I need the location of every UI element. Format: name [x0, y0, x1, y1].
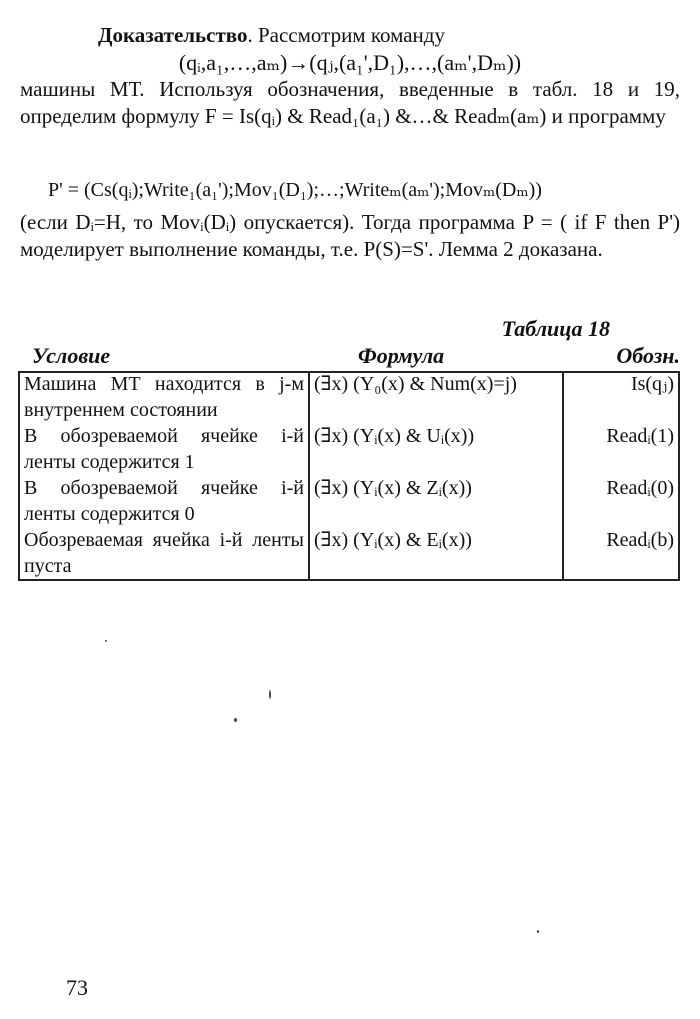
cell-symbol: Readᵢ(0): [563, 475, 679, 527]
proof-intro-text: . Рассмотрим команду: [247, 23, 445, 47]
table-row: [19, 371, 679, 423]
cell-formula: (∃x) (Yᵢ(x) & Eᵢ(x)): [309, 527, 563, 580]
cell-symbol: Readᵢ(b): [563, 527, 679, 580]
scan-speck: [105, 640, 107, 642]
header-formula: Формула: [358, 343, 445, 368]
proof-label: Доказательство: [98, 23, 248, 47]
cell-condition: В обозреваемой ячейке i-й ленты содержится 0: [19, 475, 309, 527]
header-symbol: Обозн.: [616, 343, 680, 368]
paragraph-conclusion: (если Dᵢ=H, то Movᵢ(Dᵢ) опускается). Тогда программа P = ( if F then P') моделирует выполнение команды, т.е. P(S)=S'. Лемма 2 доказана.: [20, 210, 680, 261]
cell-condition: Обозреваемая ячейка i-й ленты пуста: [19, 527, 309, 580]
header-condition: Условие: [32, 343, 111, 368]
cell-symbol: Readᵢ(1): [563, 423, 679, 475]
paragraph-formula-definition: машины МТ. Используя обозначения, введенные в табл. 18 и 19, определим формулу F = Is(qᵢ) & Read₁(a₁) &…& Readₘ(aₘ) и программу: [20, 77, 680, 128]
table-row: [19, 527, 679, 580]
cell-formula: (∃x) (Yᵢ(x) & Uᵢ(x)): [309, 423, 563, 475]
cell-condition: В обозреваемой ячейке i-й ленты содержится 1: [19, 423, 309, 475]
cell-symbol: Is(qⱼ): [563, 371, 679, 423]
cell-formula: (∃x) (Yᵢ(x) & Zᵢ(x)): [309, 475, 563, 527]
program-formula: P' = (Cs(qᵢ);Write₁(a₁');Mov₁(D₁);…;Writeₘ(aₘ');Movₘ(Dₘ)): [48, 179, 542, 201]
table-caption: Таблица 18: [501, 316, 610, 341]
table-row: [19, 423, 679, 475]
cell-formula: (∃x) (Y₀(x) & Num(x)=j): [309, 371, 563, 423]
scan-speck: [269, 690, 271, 699]
table-row: [19, 475, 679, 527]
proof-intro: [20, 22, 680, 49]
table-header-row: [20, 343, 680, 373]
scan-speck: [537, 930, 539, 933]
page-number: 73: [66, 975, 88, 1000]
formula-table: [18, 371, 680, 581]
scan-speck: [234, 718, 237, 722]
cell-condition: Машина МТ находится в j-м внутреннем состоянии: [19, 371, 309, 423]
command-formula: (qᵢ,a₁,…,aₘ)→(qⱼ,(a₁',D₁),…,(aₘ',Dₘ)): [178, 50, 522, 75]
